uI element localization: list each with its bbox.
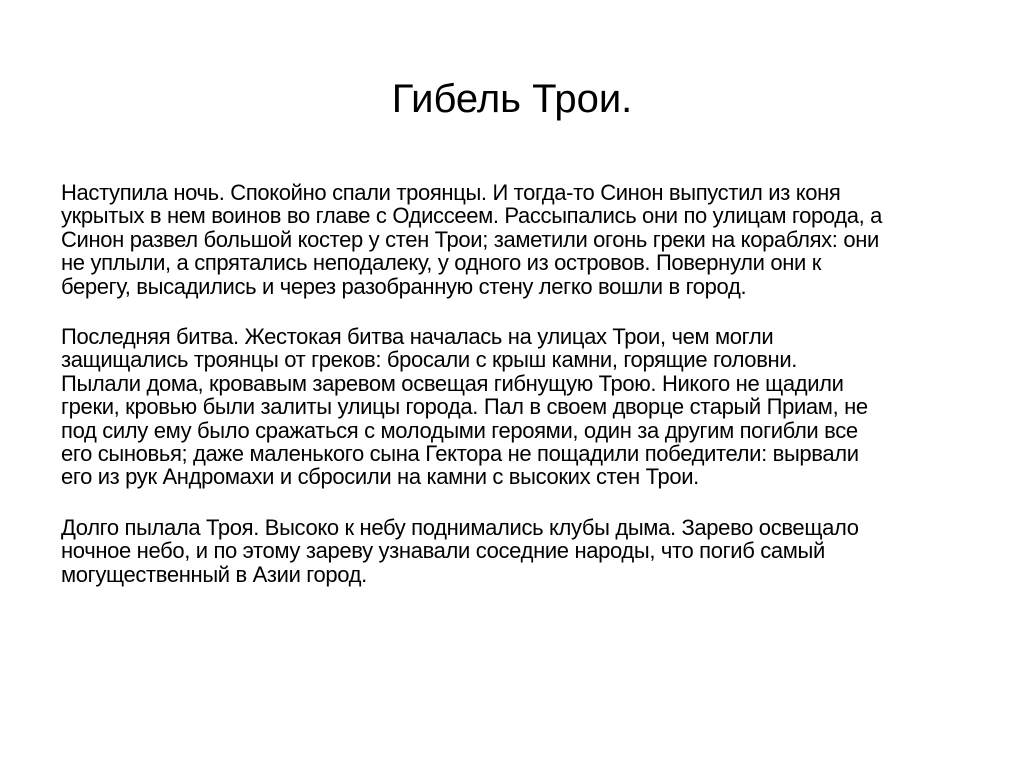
paragraph-last-battle — [61, 325, 981, 489]
text-line: его из рук Андромахи и сбросили на камни с высоких стен Трои. — [61, 464, 699, 490]
paragraph-night-attack — [61, 181, 981, 298]
slide-body — [61, 181, 981, 613]
text-line: берегу, высадились и через разобранную стену легко вошли в город. — [61, 273, 747, 299]
text-line: Последняя битва. Жестокая битва началась на улицах Трои, чем могли — [61, 324, 774, 350]
slide-title: Гибель Трои. — [391, 77, 633, 121]
text-line: Долго пылала Троя. Высоко к небу поднимались клубы дыма. Зарево освещало — [61, 514, 859, 540]
text-line: Пылали дома, кровавым заревом освещая гибнущую Трою. Никого не щадили — [61, 370, 844, 396]
text-line: защищались троянцы от греков: бросали с крыш камни, горящие головни. — [61, 347, 798, 373]
text-line: под силу ему было сражаться с молодыми героями, один за другим погибли все — [61, 417, 858, 443]
text-line: Наступила ночь. Спокойно спали троянцы. И тогда-то Синон выпустил из коня — [61, 180, 841, 205]
text-line: не уплыли, а спрятались неподалеку, у одного из островов. Повернули они к — [61, 250, 821, 276]
text-line: могущественный в Азии город. — [61, 561, 367, 587]
paragraph-troy-burning — [61, 516, 981, 586]
text-line: укрытых в нем воинов во главе с Одиссеем. Рассыпались они по улицам города, а — [61, 203, 883, 229]
text-line: ночное небо, и по этому зареву узнавали соседние народы, что погиб самый — [61, 538, 825, 564]
text-line: Синон развел большой костер у стен Трои; заметили огонь греки на кораблях: они — [61, 226, 879, 252]
text-line: греки, кровью были залиты улицы города. Пал в своем дворце старый Приам, не — [61, 394, 868, 420]
text-line: его сыновья; даже маленького сына Гектора не пощадили победители: вырвали — [61, 441, 859, 467]
